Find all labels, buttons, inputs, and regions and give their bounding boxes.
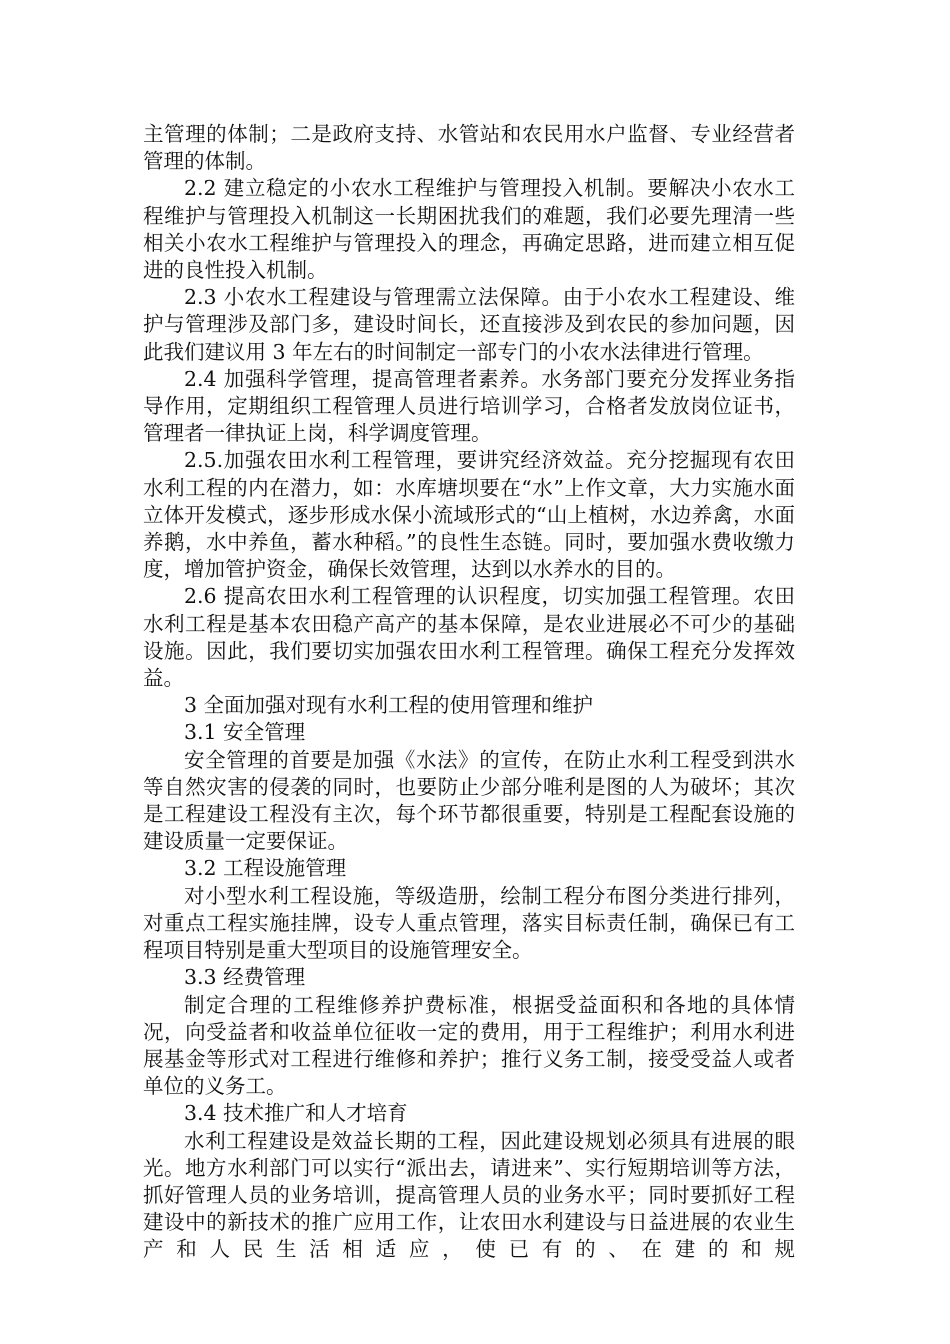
paragraph-technology-talent: 水利工程建设是效益长期的工程，因此建设规划必须具有进展的眼光。地方水利部门可以实行“派出去，请进来”、实行短期培训等方法，抓好管理人员的业务培训，提高管理人员的业务水平；同时要抓好工程建设中的新技术的推广应用工作，让农田水利建设与日益进展的农业生产和人民生活相适应，使已有的、在建的和规 [143, 1128, 795, 1262]
subheading-3-1: 3.1 安全管理 [184, 720, 306, 745]
subheading-3-3: 3.3 经费管理 [184, 965, 306, 990]
paragraph-facility-management: 对小型水利工程设施，等级造册，绘制工程分布图分类进行排列，对重点工程实施挂牌，设专人重点管理，落实目标责任制，确保已有工程项目特别是重大型项目的设施管理安全。 [143, 883, 795, 963]
paragraph-continued: 主管理的体制；二是政府支持、水管站和农民用水户监督、专业经营者管理的体制。 [143, 122, 795, 174]
paragraph-funding-management: 制定合理的工程维修养护费标准，根据受益面积和各地的具体情况，向受益者和收益单位征收一定的费用，用于工程维护；利用水利进展基金等形式对工程进行维修和养护；推行义务工制，接受受益人或者单位的义务工。 [143, 992, 795, 1099]
paragraph-2-2: 2.2 建立稳定的小农水工程维护与管理投入机制。要解决小农水工程维护与管理投入机制这一长期困扰我们的难题，我们必要先理清一些相关小农水工程维护与管理投入的理念，再确定思路，进而建立相互促进的良性投入机制。 [143, 176, 795, 283]
subheading-3-4: 3.4 技术推广和人才培育 [184, 1101, 408, 1126]
paragraph-2-5: 2.5.加强农田水利工程管理，要讲究经济效益。充分挖掘现有农田水利工程的内在潜力，如：水库塘坝要在“水”上作文章，大力实施水面立体开发模式，逐步形成水保小流域形式的“山上植树，水边养禽，水面养鹅，水中养鱼，蓄水种稻。”的良性生态链。同时，要加强水费收缴力度，增加管护资金，确保长效管理，达到以水养水的目的。 [143, 448, 795, 582]
paragraph-2-4: 2.4 加强科学管理，提高管理者素养。水务部门要充分发挥业务指导作用，定期组织工程管理人员进行培训学习，合格者发放岗位证书，管理者一律执证上岗，科学调度管理。 [143, 366, 795, 446]
subheading-3-2: 3.2 工程设施管理 [184, 856, 347, 881]
paragraph-2-3: 2.3 小农水工程建设与管理需立法保障。由于小农水工程建设、维护与管理涉及部门多，建设时间长，还直接涉及到农民的参加问题，因此我们建议用 3 年左右的时间制定一部专门的小农水法律进行管理。 [143, 285, 795, 364]
document-page [143, 121, 795, 1264]
paragraph-2-6: 2.6 提高农田水利工程管理的认识程度，切实加强工程管理。农田水利工程是基本农田稳产高产的基本保障，是农业进展必不可少的基础设施。因此，我们要切实加强农田水利工程管理。确保工程充分发挥效益。 [143, 584, 795, 691]
section-heading-3: 3 全面加强对现有水利工程的使用管理和维护 [184, 693, 594, 718]
paragraph-safety-management: 安全管理的首要是加强《水法》的宣传，在防止水利工程受到洪水等自然灾害的侵袭的同时，也要防止少部分唯利是图的人为破坏；其次是工程建设工程没有主次，每个环节都很重要，特别是工程配套设施的建设质量一定要保证。 [143, 747, 795, 854]
